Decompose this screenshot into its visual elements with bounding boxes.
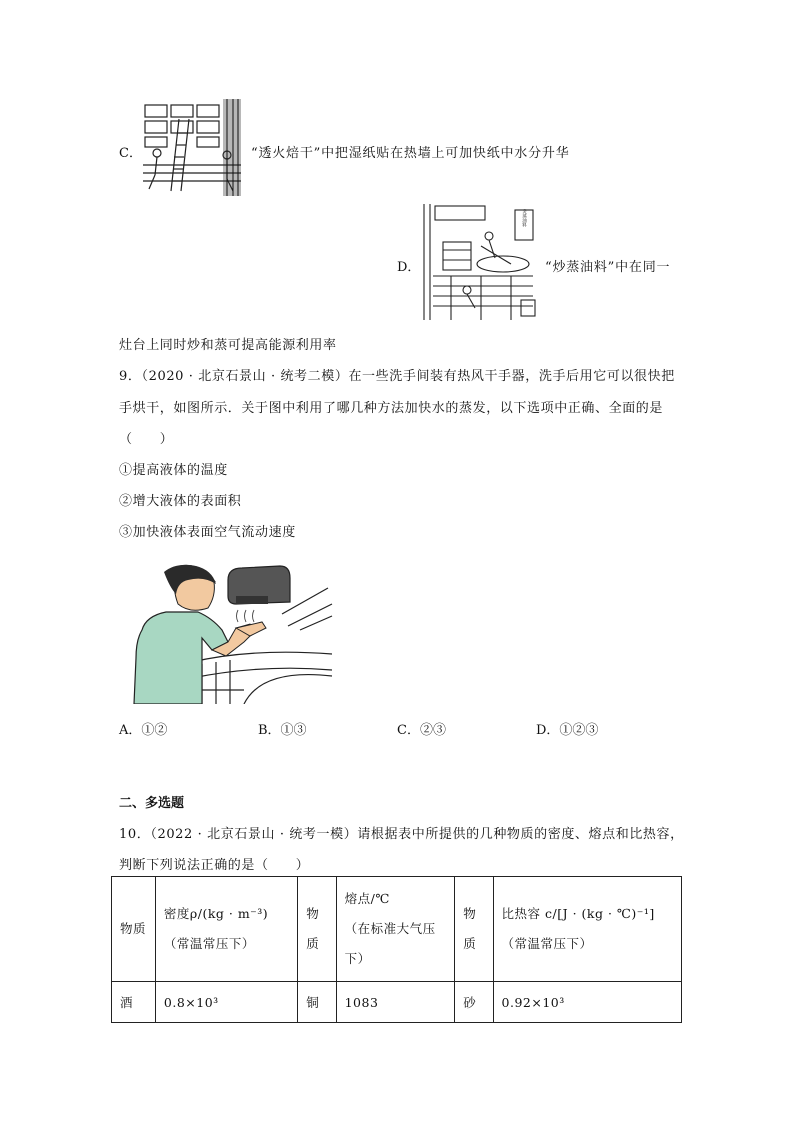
paper-drying-illustration: [143, 99, 241, 196]
row-specific-heat: 0.92×10³: [493, 982, 681, 1023]
oil-steaming-caption: 炎蒸油料: [521, 209, 527, 227]
table-row: [112, 982, 682, 1023]
header-substance-1: 物质: [112, 877, 156, 982]
q9-line1: 9．（2020 · 北京石景山 · 统考二模）在一些洗手间装有热风干手器，洗手后用它可以很快把: [119, 369, 675, 384]
header-density: 密度ρ/(kg · m⁻³)（常温常压下）: [155, 877, 297, 982]
table-header-row: [112, 877, 682, 982]
q9-line3: （ ）: [119, 432, 174, 447]
q9-choice-d[interactable]: D．①②③: [536, 723, 599, 738]
option-d-text-part2: 灶台上同时炒和蒸可提高能源利用率: [119, 338, 337, 353]
option-c-letter: C．: [119, 146, 142, 161]
option-d-text-part1: “炒蒸油料”中在同一: [545, 260, 671, 275]
q9-choice-c[interactable]: C．②③: [397, 723, 446, 738]
row-substance-2: 铜: [298, 982, 336, 1023]
oil-steaming-illustration: [421, 204, 539, 320]
q9-line2: 手烘干，如图所示．关于图中利用了哪几种方法加快水的蒸发，以下选项中正确、全面的是: [119, 401, 664, 416]
q10-line1: 10．（2022 · 北京石景山 · 统考一模）请根据表中所提供的几种物质的密度、熔点和比热容，: [119, 827, 684, 842]
q9-choice-b[interactable]: B．①③: [258, 723, 307, 738]
q10-line2: 判断下列说法正确的是（ ）: [119, 858, 310, 873]
q9-choice-a[interactable]: A．①②: [119, 723, 168, 738]
row-melting-point: 1083: [336, 982, 455, 1023]
q9-item-2: ②增大液体的表面积: [119, 494, 242, 509]
option-d-letter: D．: [397, 260, 421, 275]
q9-item-3: ③加快液体表面空气流动速度: [119, 525, 296, 540]
header-melting-point: [336, 877, 455, 982]
section-heading: 二、多选题: [119, 796, 185, 811]
header-melting-point-note: （在标准大气压下）: [344, 921, 436, 966]
hand-dryer-illustration: [132, 558, 335, 704]
header-melting-point-title: 熔点/℃: [344, 891, 390, 906]
row-density: 0.8×10³: [155, 982, 297, 1023]
header-substance-2: 物质: [298, 877, 336, 982]
row-substance-3: 砂: [455, 982, 493, 1023]
q9-item-1: ①提高液体的温度: [119, 463, 228, 478]
row-substance-1: 酒: [112, 982, 156, 1023]
option-c-text: “透火焙干”中把湿纸贴在热墙上可加快纸中水分升华: [251, 146, 570, 161]
header-substance-3: 物质: [455, 877, 493, 982]
properties-table: [111, 876, 682, 1023]
header-specific-heat: 比热容 c/[J · (kg · ℃)⁻¹]（常温常压下）: [493, 877, 681, 982]
